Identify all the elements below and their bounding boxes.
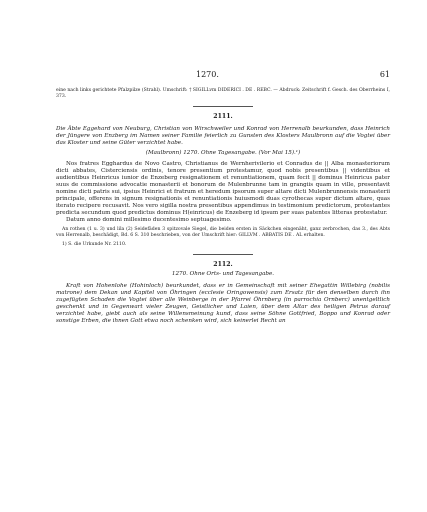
running-header bbox=[56, 70, 390, 84]
document-dateline: (Maulbronn) 1270. Ohne Tagesangabe. (Vor Mai 15).¹) bbox=[145, 150, 301, 156]
previous-document-note: eine nach links gerichtete Pfalzpilze (Strahl). Umschrift: † SIGILLvm DIDERICI . DE . REBC. — Abdruck: Zeitschrift f. Gesch. des Oberrheins I, 373. bbox=[56, 88, 390, 99]
page-number: 61 bbox=[379, 70, 390, 79]
divider bbox=[193, 106, 253, 107]
document-summary: Die Äbte Eggehard von Neuburg, Christian von Wirschweiler und Konrad von Herrenalb beurkunden, dass Heinrich der Jüngere von Enzberg im Namen seiner Familie feierlich zu Gunsten des Klosters Maulbronn auf die Vogtei über das Kloster und seine Güter verzichtet habe. bbox=[56, 126, 390, 146]
page bbox=[56, 70, 390, 325]
charter-text: Nos fratres Egghardus de Novo Castro, Christianus de Wernherivilerio et Conradus de || Alba monasteriorum dicti abbates, Cisterciensis ordinis, tenore presentium protestamur, quod nobis presentibus || videntibus et audientibus Heinricus iunior de Enzeberg resignationem et renuntiationem, quam fecit || dominus Heinricus pater suus de commissione advocatie monasterii et bonorum de Mulenbrunne tam in grangiis quam in ville, presentavit nomine dicti patris sui, ipsius Heinrici et fratrum et heredum ipsorum super altare dicti Mulenbrunnensis monasterii principale, offerens in signum resignationis et renuntiationis huiusmodi duas cyrothecas super dictum altare, quas iterato recipere recusavit. Nos vero sigilla nostra presentibus appendimus in testimonium predictorum, protestantes predicta secundum quod predictus dominus H(einricus) de Enzeberg id ipsum per suas patentes litteras protestatur. bbox=[56, 161, 390, 216]
document-dateline: 1270. Ohne Orts- und Tagesangabe. bbox=[171, 271, 275, 277]
header-year: 1270. bbox=[196, 70, 219, 79]
seal-description: An rothen (1 u. 3) und lila (2) Seidefäden 3 spitzovale Siegel, die beiden ersten in Säckchen eingenäht, ganz zerbrochen, das 3., des Abts von Herrenalb, beschädigt, Bd. 6 S. 310 beschrieben, von der Umschrift hier: GILLVM . ABBATIS DE . AL erhalten. bbox=[56, 227, 390, 238]
document-number-2112: 2112. bbox=[213, 261, 233, 268]
document-number-2111: 2111. bbox=[213, 113, 233, 120]
footnote: 1) S. die Urkunde Nr. 2110. bbox=[62, 242, 127, 247]
document-summary: Kraft von Hohenlohe (Hohinloch) beurkundet, dass er in Gemeinschaft mit seiner Ehegattin Willebirg (nobilis matrone) dem Dekan und Kapitel von Öhringen (ecclesie Oringowensis) zum Ersatz für den denselben durch ihn zugefügten Schaden die Vogtei über alle Weinberge in der Pfarrei Öhrnberg (in parrochia Ornberc) unentgeltlich geschenkt und in Gegenwart vieler Zeugen, Geistlicher und Laien, über dem Altar des heiligen Petrus darauf verzichtet habe, giebt auch als seine Willensmeinung kund, dass seine Söhne Gottfried, Boppo und Konrad oder sonstige Erben, die ihnen Gott etwa noch schenken wird, sich keinerlei Recht an bbox=[56, 283, 390, 324]
document-text bbox=[56, 161, 390, 224]
charter-closing: Datum anno domini millesimo ducentesimo septuagesimo. bbox=[66, 217, 232, 223]
divider bbox=[193, 254, 253, 255]
